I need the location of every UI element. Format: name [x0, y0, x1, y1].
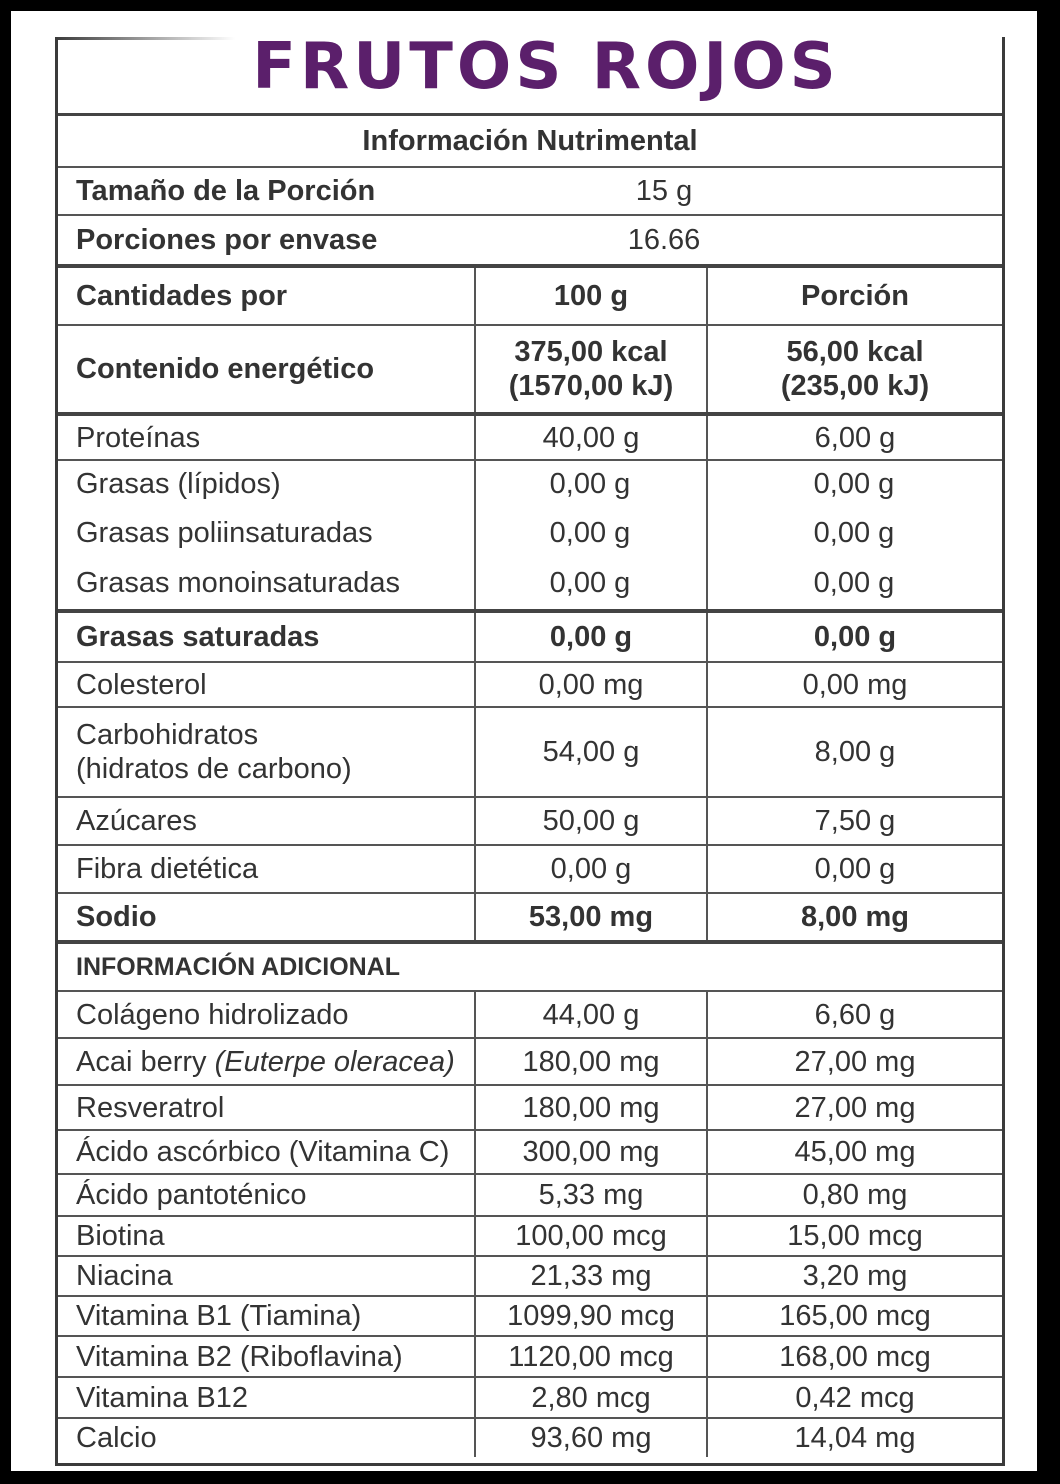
- nutrient-portion: 0,00 g: [813, 468, 895, 500]
- energy-per100-kcal: 375,00 kcal: [514, 336, 668, 368]
- nutrient-portion: 7,50 g: [706, 798, 1002, 844]
- nutrient-label: Grasas poliinsaturadas: [76, 517, 373, 549]
- nutrient-per100: 0,00 g: [474, 846, 706, 892]
- nutrient-row: [58, 557, 1002, 609]
- additional-label: Colágeno hidrolizado: [76, 998, 349, 1031]
- acai-scientific-name: (Euterpe oleracea): [214, 1045, 455, 1078]
- nutrient-row: [58, 796, 1002, 844]
- additional-header-row: [58, 940, 1002, 990]
- additional-per100: 5,33 mg: [474, 1175, 706, 1215]
- nutrient-label: Fibra dietética: [76, 853, 259, 885]
- additional-label: Ácido pantoténico: [76, 1179, 307, 1211]
- additional-portion: 45,00 mg: [706, 1131, 1002, 1173]
- additional-per100: 93,60 mg: [474, 1419, 706, 1457]
- additional-portion: 3,20 mg: [706, 1257, 1002, 1295]
- additional-row: [58, 1084, 1002, 1129]
- additional-label: Vitamina B2 (Riboflavina): [76, 1340, 403, 1373]
- table-header: Información Nutrimental: [362, 125, 698, 157]
- additional-portion: 15,00 mcg: [706, 1217, 1002, 1255]
- nutrient-label: Colesterol: [76, 668, 207, 701]
- additional-label: Biotina: [76, 1220, 165, 1252]
- additional-label: Vitamina B1 (Tiamina): [76, 1300, 362, 1332]
- additional-row: [58, 990, 1002, 1037]
- additional-label: Resveratrol: [76, 1091, 225, 1124]
- energy-portion: [706, 326, 1002, 412]
- energy-per100-kj: (1570,00 kJ): [508, 370, 674, 402]
- nutrient-per100: 54,00 g: [474, 708, 706, 796]
- column-portion: Porción: [706, 268, 1002, 324]
- additional-label: [58, 1039, 474, 1084]
- nutrient-row: [58, 661, 1002, 706]
- nutrient-label: Grasas (lípidos): [76, 468, 281, 500]
- additional-row: [58, 1295, 1002, 1335]
- energy-portion-kj: (235,00 kJ): [780, 370, 930, 402]
- nutrient-portion: 0,00 g: [706, 846, 1002, 892]
- column-header-row: [58, 264, 1002, 324]
- energy-portion-kcal: 56,00 kcal: [786, 336, 924, 368]
- nutrient-portion: 0,00 g: [813, 517, 895, 549]
- additional-per100: 1099,90 mcg: [474, 1297, 706, 1335]
- nutrient-row: [58, 609, 1002, 661]
- additional-portion: 6,60 g: [706, 992, 1002, 1037]
- additional-header: INFORMACIÓN ADICIONAL: [76, 952, 401, 981]
- energy-row: [58, 324, 1002, 412]
- product-title: FRUTOS ROJOS: [252, 30, 840, 104]
- nutrient-row: [58, 412, 1002, 459]
- additional-portion: 168,00 mcg: [706, 1337, 1002, 1376]
- nutrient-label: Sodio: [76, 901, 157, 933]
- additional-per100: 180,00 mg: [474, 1086, 706, 1129]
- nutrient-label: Grasas monoinsaturadas: [76, 567, 400, 599]
- additional-row: [58, 1335, 1002, 1376]
- label-sheet: [11, 11, 1037, 1471]
- additional-row: [58, 1417, 1002, 1457]
- additional-row: [58, 1376, 1002, 1417]
- nutrient-per100: 0,00 mg: [474, 663, 706, 706]
- acai-label: Acai berry: [76, 1045, 215, 1078]
- nutrient-per100: 53,00 mg: [474, 894, 706, 940]
- additional-per100: 100,00 mcg: [474, 1217, 706, 1255]
- nutrient-per100: 0,00 g: [474, 613, 706, 661]
- additional-per100: 180,00 mg: [474, 1039, 706, 1084]
- additional-row: [58, 1173, 1002, 1215]
- additional-label: Niacina: [76, 1260, 173, 1292]
- energy-per100: [474, 326, 706, 412]
- nutrient-row: [58, 706, 1002, 796]
- nutrient-portion: 8,00 mg: [706, 894, 1002, 940]
- serving-size-label: Tamaño de la Porción: [76, 175, 376, 207]
- carbs-label-line1: Carbohidratos: [76, 719, 259, 751]
- nutrient-portion: 6,00 g: [706, 416, 1002, 459]
- additional-per100: 44,00 g: [474, 992, 706, 1037]
- nutrient-per100: 0,00 g: [549, 468, 631, 500]
- nutrient-label: Proteínas: [76, 421, 201, 454]
- additional-row: [58, 1037, 1002, 1084]
- nutrient-portion: 8,00 g: [706, 708, 1002, 796]
- nutrient-portion: 0,00 mg: [706, 663, 1002, 706]
- serving-size-value: 15 g: [635, 175, 693, 207]
- servings-label: Porciones por envase: [76, 224, 378, 256]
- servings-row: [58, 214, 1002, 264]
- additional-portion: 14,04 mg: [706, 1419, 1002, 1457]
- energy-label: Contenido energético: [76, 353, 375, 385]
- nutrient-row: [58, 844, 1002, 892]
- nutrient-label: Grasas saturadas: [76, 621, 320, 653]
- carbs-label-line2: (hidratos de carbono): [76, 753, 352, 785]
- additional-row: [58, 1129, 1002, 1173]
- nutrient-per100: 40,00 g: [474, 416, 706, 459]
- additional-per100: 300,00 mg: [474, 1131, 706, 1173]
- additional-portion: 27,00 mg: [706, 1039, 1002, 1084]
- nutrient-row: [58, 459, 1002, 509]
- additional-row: [58, 1215, 1002, 1255]
- additional-label: Vitamina B12: [76, 1381, 248, 1414]
- column-per100: 100 g: [474, 268, 706, 324]
- nutrient-per100: 0,00 g: [549, 567, 631, 599]
- nutrient-portion: 0,00 g: [813, 567, 895, 599]
- table-header-row: [58, 113, 1002, 166]
- nutrient-per100: 50,00 g: [474, 798, 706, 844]
- nutrient-per100: 0,00 g: [549, 517, 631, 549]
- additional-row: [58, 1255, 1002, 1295]
- nutrient-row: [58, 509, 1002, 557]
- additional-label: Ácido ascórbico (Vitamina C): [76, 1136, 450, 1168]
- additional-per100: 2,80 mcg: [474, 1378, 706, 1417]
- additional-portion: 0,42 mcg: [706, 1378, 1002, 1417]
- additional-portion: 0,80 mg: [706, 1175, 1002, 1215]
- additional-label: Calcio: [76, 1422, 157, 1454]
- column-label: Cantidades por: [76, 280, 288, 312]
- additional-portion: 27,00 mg: [706, 1086, 1002, 1129]
- additional-per100: 21,33 mg: [474, 1257, 706, 1295]
- serving-size-row: [58, 166, 1002, 214]
- nutrient-label: [58, 708, 474, 796]
- nutrient-row: [58, 892, 1002, 940]
- additional-portion: 165,00 mcg: [706, 1297, 1002, 1335]
- nutrient-label: Azúcares: [76, 805, 197, 837]
- nutrient-portion: 0,00 g: [706, 613, 1002, 661]
- additional-per100: 1120,00 mcg: [474, 1337, 706, 1376]
- servings-value: 16.66: [627, 224, 701, 256]
